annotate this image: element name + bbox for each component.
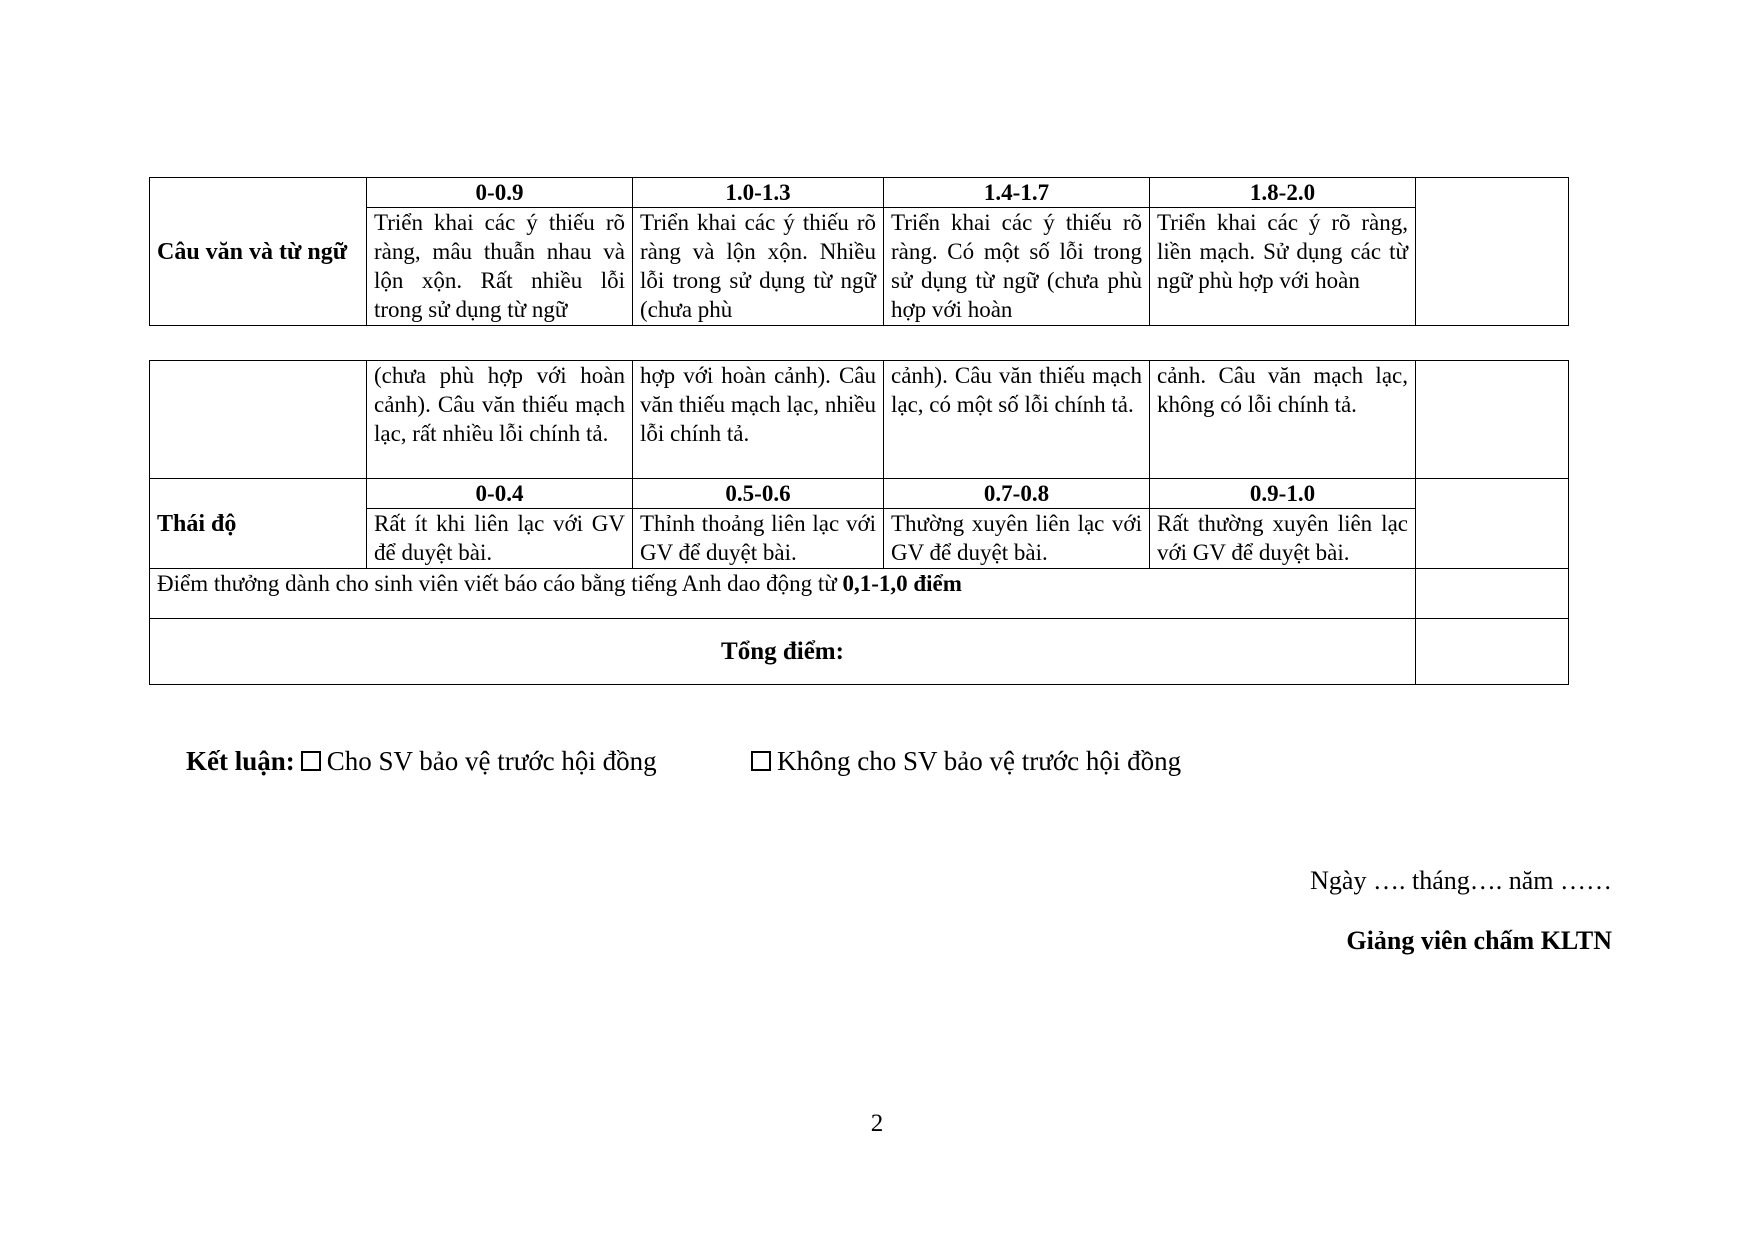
option-deny-wrapper bbox=[751, 746, 1181, 777]
range-header: 0-0.4 bbox=[367, 479, 633, 509]
option-allow-defense: Cho SV bảo vệ trước hội đồng bbox=[326, 746, 657, 776]
description-continuation: cảnh). Câu văn thiếu mạch lạc, có một số lỗi chính tả. bbox=[884, 361, 1150, 479]
range-header: 0.5-0.6 bbox=[633, 479, 884, 509]
range-header: 1.8-2.0 bbox=[1150, 178, 1416, 208]
description-cell: Triển khai các ý thiếu rõ ràng và lộn xộn. Nhiều lỗi trong sử dụng từ ngữ (chưa phù bbox=[633, 208, 884, 326]
option-deny-defense: Không cho SV bảo vệ trước hội đồng bbox=[777, 746, 1182, 776]
range-header: 0.7-0.8 bbox=[884, 479, 1150, 509]
rubric-table-attitude bbox=[149, 360, 1569, 685]
description-cell: Triển khai các ý rõ ràng, liền mạch. Sử dụng các từ ngữ phù hợp với hoàn bbox=[1150, 208, 1416, 326]
total-score-label: Tổng điểm: bbox=[150, 619, 1416, 685]
score-cell bbox=[1416, 178, 1569, 326]
criterion-language: Câu văn và từ ngữ bbox=[150, 178, 367, 326]
empty-criterion-cell bbox=[150, 361, 367, 479]
range-header: 0.9-1.0 bbox=[1150, 479, 1416, 509]
score-cell bbox=[1416, 361, 1569, 479]
description-cell: Rất ít khi liên lạc với GV để duyệt bài. bbox=[367, 509, 633, 569]
checkbox-allow-defense[interactable] bbox=[301, 751, 321, 771]
bonus-text: Điểm thưởng dành cho sinh viên viết báo cáo bằng tiếng Anh dao động từ bbox=[157, 571, 843, 596]
conclusion-line bbox=[186, 746, 1182, 777]
page-number: 2 bbox=[870, 1110, 884, 1137]
range-header: 1.0-1.3 bbox=[633, 178, 884, 208]
range-header: 0-0.9 bbox=[367, 178, 633, 208]
score-cell bbox=[1416, 569, 1569, 619]
description-cell: Thường xuyên liên lạc với GV để duyệt bài. bbox=[884, 509, 1150, 569]
description-cell: Triển khai các ý thiếu rõ ràng. Có một số lỗi trong sử dụng từ ngữ (chưa phù hợp với hoàn bbox=[884, 208, 1150, 326]
description-continuation: cảnh. Câu văn mạch lạc, không có lỗi chính tả. bbox=[1150, 361, 1416, 479]
description-continuation: (chưa phù hợp với hoàn cảnh). Câu văn thiếu mạch lạc, rất nhiều lỗi chính tả. bbox=[367, 361, 633, 479]
signer-title: Giảng viên chấm KLTN bbox=[1346, 926, 1612, 955]
range-header: 1.4-1.7 bbox=[884, 178, 1150, 208]
description-continuation: hợp với hoàn cảnh). Câu văn thiếu mạch lạc, nhiều lỗi chính tả. bbox=[633, 361, 884, 479]
total-score-cell bbox=[1416, 619, 1569, 685]
score-cell bbox=[1416, 479, 1569, 569]
rubric-table-language bbox=[149, 177, 1569, 326]
bonus-description bbox=[150, 569, 1416, 619]
checkbox-deny-defense[interactable] bbox=[751, 751, 771, 771]
description-cell: Thỉnh thoảng liên lạc với GV để duyệt bài. bbox=[633, 509, 884, 569]
conclusion-label: Kết luận: bbox=[186, 746, 295, 776]
description-cell: Triển khai các ý thiếu rõ ràng, mâu thuẫn nhau và lộn xộn. Rất nhiều lỗi trong sử dụng từ ngữ bbox=[367, 208, 633, 326]
description-cell: Rất thường xuyên liên lạc với GV để duyệt bài. bbox=[1150, 509, 1416, 569]
bonus-range: 0,1-1,0 điểm bbox=[842, 571, 962, 596]
date-line: Ngày …. tháng…. năm …… bbox=[1310, 866, 1612, 895]
criterion-attitude: Thái độ bbox=[150, 479, 367, 569]
